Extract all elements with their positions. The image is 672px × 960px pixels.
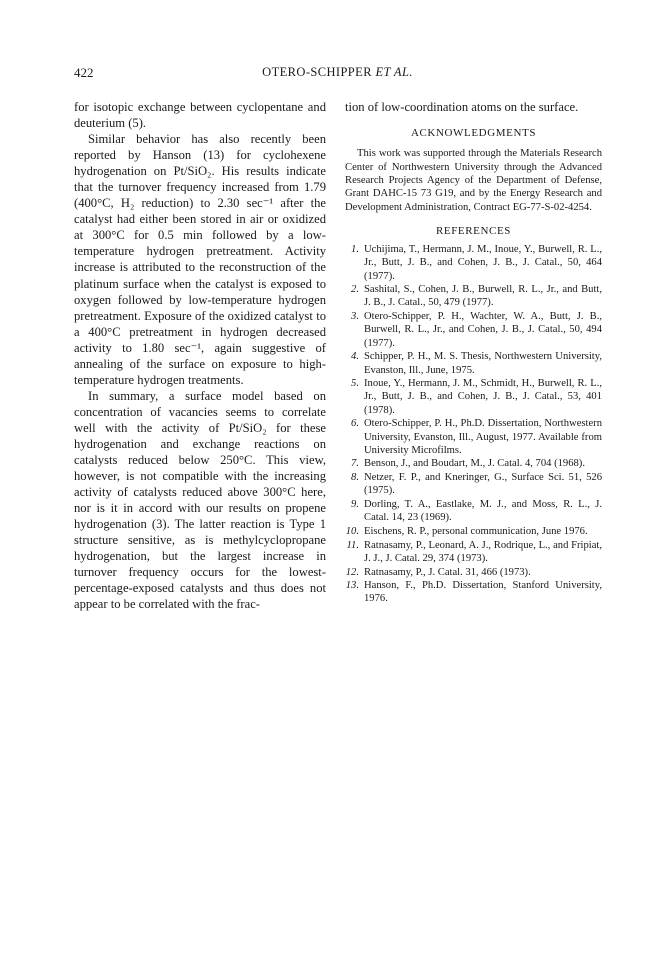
reference-number: 10. [345,525,359,537]
reference-number: 12. [345,566,359,578]
reference-text: Ratnasamy, P., J. Catal. 31, 466 (1973). [364,566,531,578]
reference-item [345,283,602,309]
reference-number: 3. [351,311,359,323]
reference-text: Dorling, T. A., Eastlake, M. J., and Moss, R. L., J. Catal. 14, 23 (1969). [364,499,602,524]
page-number: 422 [74,65,94,80]
reference-number: 2. [351,284,359,296]
reference-text: Uchijima, T., Hermann, J. M., Inoue, Y., Burwell, R. L., Jr., Butt, J. B., and Cohen, J. B., J. Catal., 50, 464 (1977). [364,244,602,282]
reference-item [345,243,602,283]
paragraph-summary: In summary, a surface model based on concentration of vacancies seems to correlate well with the activity of Pt/SiO₂ for these hydrogenation and exchange reactions on catalysts reduced below 250°C. This view, however, is not compatible with the increasing activity of catalysts reduced above 300°C here, nor is it in accord with our results on propene hydrogenation (3). The latter reaction is Type 1 structure sensitive, as is methylcyclopropane hydrogenation, but the largest increase in turnover frequency occurs for the lowest-percentage-exposed catalysts and thus does not appear to be correlated with the frac- [74,388,326,612]
reference-item [345,471,602,497]
reference-text: Otero-Schipper, P. H., Wachter, W. A., Butt, J. B., Burwell, R. L., Jr., and Cohen, J. B., J. Catal., 50, 494 (1977). [364,311,602,349]
reference-text: Ratnasamy, P., Leonard, A. J., Rodrique, L., and Fripiat, J. J., J. Catal. 29, 374 (1973). [364,539,602,564]
reference-text: Schipper, P. H., M. S. Thesis, Northwestern University, Evanston, Ill., June, 1975. [364,351,602,376]
reference-list [345,243,602,605]
reference-item [345,417,602,457]
reference-number: 13. [345,580,359,592]
reference-text: Sashital, S., Cohen, J. B., Burwell, R. L., Jr., and Butt, J. B., J. Catal., 50, 479 (1977). [364,284,602,309]
reference-item [345,525,602,538]
references-heading: REFERENCES [435,225,512,238]
reference-text: Benson, J., and Boudart, M., J. Catal. 4, 704 (1968). [364,458,585,470]
reference-text: Eischens, R. P., personal communication, June 1976. [364,525,588,537]
running-head-etal: ET AL. [375,65,413,79]
reference-item [345,498,602,524]
reference-text: Netzer, F. P., and Kneringer, G., Surface Sci. 51, 526 (1975). [364,472,602,497]
acknowledgments-heading: ACKNOWLEDGMENTS [410,127,537,140]
page-header [74,65,601,85]
reference-number: 4. [351,351,359,363]
reference-item [345,579,602,605]
reference-item [345,566,602,579]
reference-number: 1. [351,244,359,256]
reference-number: 6. [351,418,359,430]
reference-text: Inoue, Y., Hermann, J. M., Schmidt, H., Burwell, R. L., Jr., Butt, J. B., and Cohen, J. B., J. Catal., 53, 401 (1978). [364,378,602,416]
reference-number: 5. [351,378,359,390]
reference-number: 11. [346,539,359,551]
reference-item [345,457,602,470]
paragraph-continuation-right: tion of low-coordination atoms on the surface. [345,100,579,114]
reference-item [345,539,602,565]
paragraph-continuation: for isotopic exchange between cyclopentane and deuterium (5). [74,100,326,131]
running-head-authors: OTERO-SCHIPPER [262,65,372,79]
right-column [345,99,602,606]
reference-item [345,377,602,417]
reference-text: Hanson, F., Ph.D. Dissertation, Stanford University, 1976. [364,580,602,605]
reference-number: 9. [351,499,359,511]
reference-number: 8. [351,472,359,484]
reference-item [345,310,602,350]
reference-text: Otero-Schipper, P. H., Ph.D. Dissertation, Northwestern University, Evanston, Ill., August, 1977. Available from University Microfilms. [364,418,602,456]
reference-item [345,350,602,376]
reference-number: 7. [351,458,359,470]
left-column [74,99,326,613]
running-head [74,65,601,80]
acknowledgments-text: This work was supported through the Materials Research Center of Northwestern University through the Advanced Research Projects Agency of the Department of Defense, Grant DAHC-15 73 G19, and by the Energy Research and Development Administration, Contract EG-77-S-02-4254. [345,148,602,213]
paragraph-hanson: Similar behavior has also recently been reported by Hanson (13) for cyclohexene hydrogenation on Pt/SiO₂. His results indicate that the turnover frequency increased from 1.79 (400°C, H₂ reduction) to 2.30 sec⁻¹ after the catalyst had either been stored in air or oxidized at 300°C for 0.5 min followed by a low-temperature hydrogen pretreatment. Activity increase is attributed to the reconstruction of the platinum surface when the catalyst is exposed to oxygen followed by low-temperature hydrogen pretreatment. Exposure of the oxidized catalyst to a 400°C pretreatment in hydrogen decreased activity to 1.80 sec⁻¹, again suggestive of annealing of the surface on exposure to high-temperature hydrogen treatments. [74,132,326,387]
